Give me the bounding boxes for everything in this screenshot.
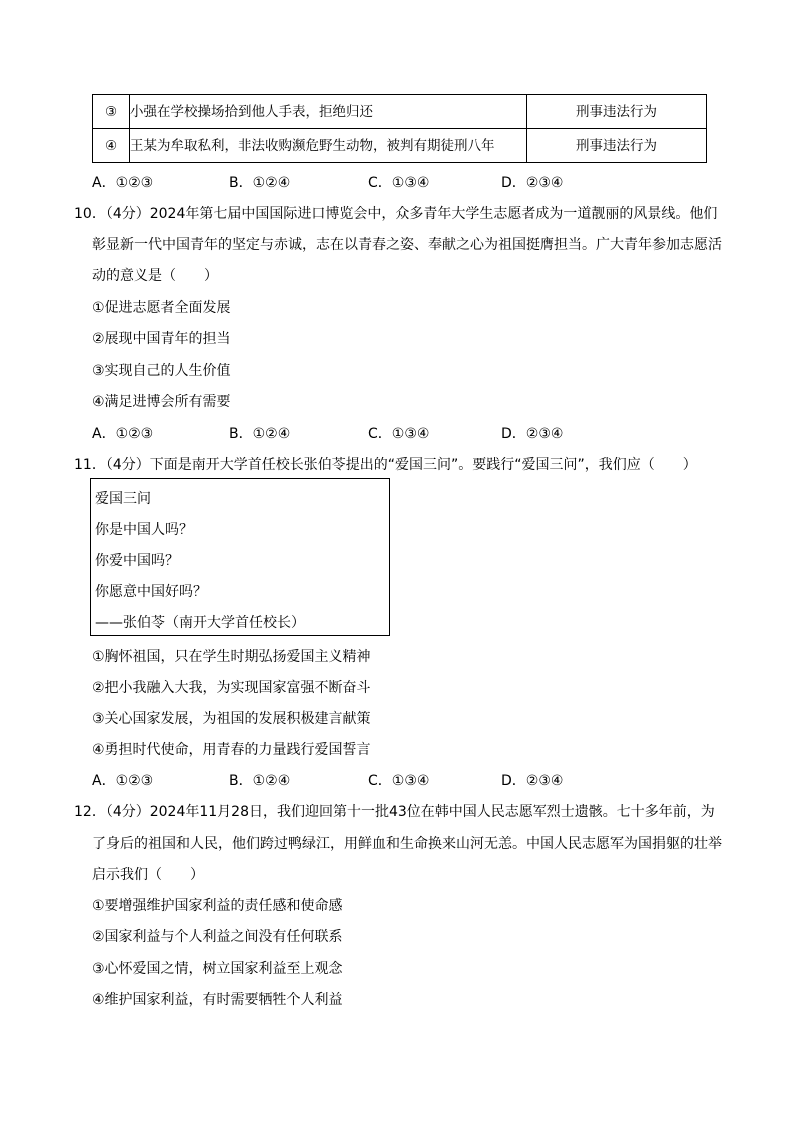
q12-option-2: ②国家利益与个人利益之间没有任何联系 (92, 929, 343, 945)
q10-option-1: ①促进志愿者全面发展 (92, 300, 231, 316)
q10-option-3: ③实现自己的人生价值 (92, 363, 231, 379)
row-text: 王某为牟取私利，非法收购濒危野生动物，被判有期徒刑八年 (130, 129, 527, 163)
choice-c: C．①③④ (368, 773, 430, 789)
row-number: ④ (93, 129, 130, 163)
q12-line-1: 12．（4分）2024年11月28日，我们迎回第十一批43位在韩中国人民志愿军烈士遗骸。七十多年前，为 (74, 804, 715, 820)
q10-line-1: 10．（4分）2024年第七届中国国际进口博览会中，众多青年大学生志愿者成为一道靓丽的风景线。他们 (74, 206, 718, 222)
classification-table (92, 94, 707, 163)
q10-option-4: ④满足进博会所有需要 (92, 394, 231, 410)
q12-line-2: 了身后的祖国和人民，他们跨过鸭绿江，用鲜血和生命换来山河无恙。中国人民志愿军为国捐躯的壮举 (92, 836, 722, 852)
choice-c: C．①③④ (368, 175, 430, 191)
quote-title: 爱国三问 (95, 491, 151, 507)
choice-b: B．①②④ (229, 426, 291, 442)
q10-line-3: 动的意义是（ ） (92, 268, 218, 284)
q12-option-1: ①要增强维护国家利益的责任感和使命感 (92, 898, 343, 914)
q11-option-1: ①胸怀祖国，只在学生时期弘扬爱国主义精神 (92, 649, 371, 665)
quote-box (90, 478, 390, 636)
q10-line-2: 彰显新一代中国青年的坚定与赤诚，志在以青春之姿、奉献之心为祖国挺膺担当。广大青年参加志愿活 (92, 237, 722, 253)
q11-line-1: 11．（4分）下面是南开大学首任校长张伯苓提出的“爱国三问”。要践行“爱国三问”，我们应（ ） (74, 457, 697, 473)
q12-option-4: ④维护国家利益，有时需要牺牲个人利益 (92, 992, 343, 1008)
q12-line-3: 启示我们（ ） (92, 867, 204, 883)
row-category: 刑事违法行为 (527, 129, 707, 163)
choice-a: A．①②③ (92, 773, 154, 789)
quote-line: 你愿意中国好吗？ (95, 584, 207, 600)
q11-option-2: ②把小我融入大我，为实现国家富强不断奋斗 (92, 680, 371, 696)
row-text: 小强在学校操场拾到他人手表，拒绝归还 (130, 95, 527, 129)
choice-d: D．②③④ (501, 175, 564, 191)
row-category: 刑事违法行为 (527, 95, 707, 129)
quote-line: 你是中国人吗？ (95, 522, 193, 538)
choice-c: C．①③④ (368, 426, 430, 442)
q12-option-3: ③心怀爱国之情，树立国家利益至上观念 (92, 961, 343, 977)
choice-a: A．①②③ (92, 426, 154, 442)
row-number: ③ (93, 95, 130, 129)
choice-a: A．①②③ (92, 175, 154, 191)
q11-option-4: ④勇担时代使命，用青春的力量践行爱国誓言 (92, 742, 371, 758)
choice-b: B．①②④ (229, 773, 291, 789)
q11-option-3: ③关心国家发展，为祖国的发展积极建言献策 (92, 711, 371, 727)
table-row (93, 129, 707, 163)
quote-line: 你爱中国吗？ (95, 553, 179, 569)
choice-b: B．①②④ (229, 175, 291, 191)
choice-d: D．②③④ (501, 773, 564, 789)
quote-attribution: ——张伯苓（南开大学首任校长） (95, 615, 305, 631)
choice-d: D．②③④ (501, 426, 564, 442)
table-row (93, 95, 707, 129)
q10-option-2: ②展现中国青年的担当 (92, 331, 231, 347)
